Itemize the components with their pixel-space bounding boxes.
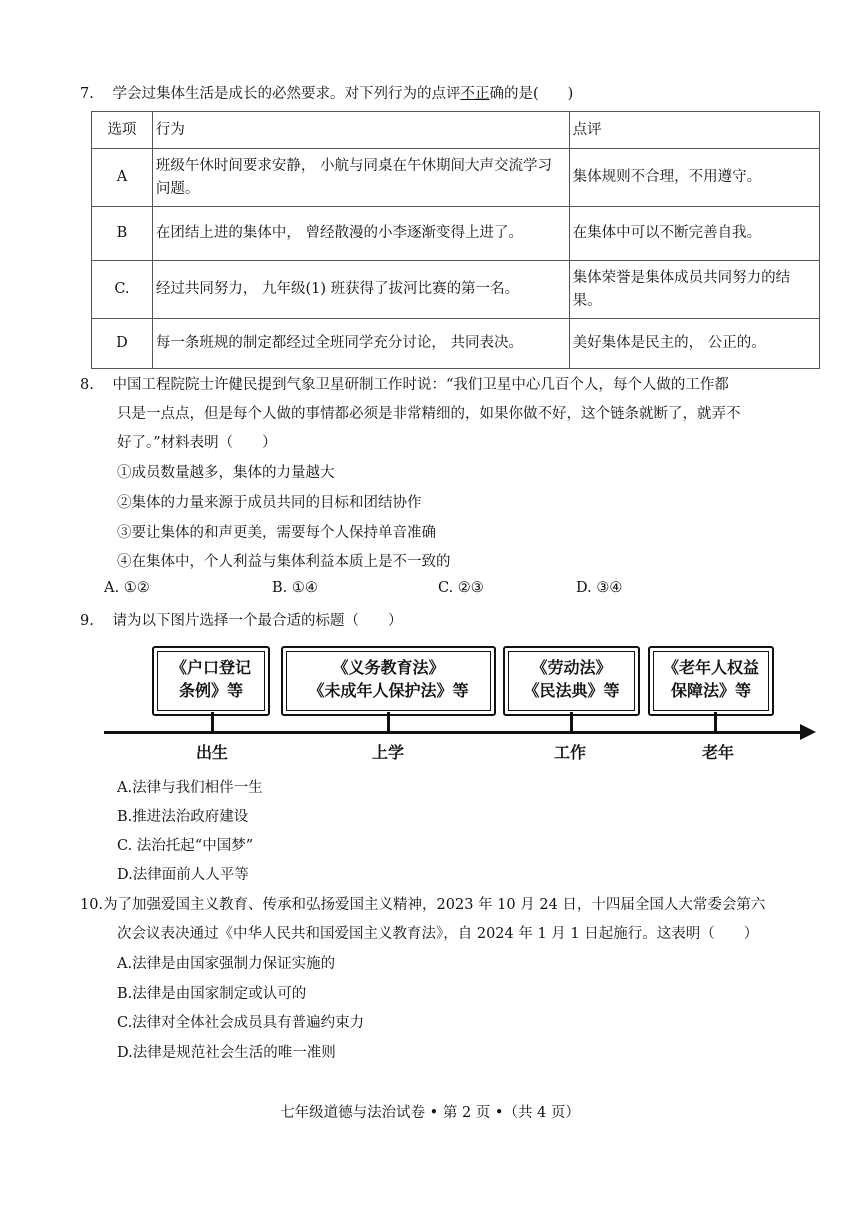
timeline-axis <box>104 731 804 734</box>
option-cell: A <box>92 149 153 207</box>
table-row <box>92 261 820 319</box>
question-8-line: 好了。”材料表明（ ） <box>117 435 277 451</box>
comment-cell: 集体规则不合理，不用遵守。 <box>569 149 819 207</box>
answer-choice: D. ③④ <box>576 580 623 596</box>
law-box-line: 《户口登记 <box>170 658 251 677</box>
option-cell: D <box>92 319 153 369</box>
behavior-cell: 班级午休时间要求安静， 小航与同桌在午休期间大声交流学习问题。 <box>152 149 569 207</box>
comment-cell: 在集体中可以不断完善自我。 <box>569 207 819 261</box>
table-header-row <box>92 112 820 149</box>
comment-cell: 美好集体是民主的， 公正的。 <box>569 319 819 369</box>
answer-option: C. 法治托起“中国梦” <box>117 838 254 854</box>
answer-option: B.推进法治政府建设 <box>117 809 249 825</box>
question-8-line: 只是一点点，但是每个人做的事情都必须是非常精细的，如果你做不好，这个链条就断了，就弄不 <box>117 406 741 422</box>
law-box-line: 《民法典》等 <box>523 681 620 700</box>
question-7-text-end: 确的是( ) <box>489 86 574 102</box>
option-cell: C. <box>92 261 153 319</box>
stage-label: 工作 <box>554 743 587 762</box>
law-box-line: 保障法》等 <box>670 681 751 700</box>
behavior-cell: 经过共同努力， 九年级(1) 班获得了拔河比赛的第一名。 <box>152 261 569 319</box>
question-number: 8. <box>80 377 94 393</box>
law-box <box>648 646 774 716</box>
statement-item: ②集体的力量来源于成员共同的目标和团结协作 <box>117 495 422 511</box>
law-box-line: 条例》等 <box>178 681 243 700</box>
question-10-line: 为了加强爱国主义教育、传承和弘扬爱国主义精神，2023 年 10 月 24 日，十四届全国人大常委会第六 <box>103 897 766 913</box>
law-box <box>281 646 496 716</box>
table-row <box>92 207 820 261</box>
stage-label: 出生 <box>196 743 229 762</box>
behavior-cell: 在团结上进的集体中， 曾经散漫的小李逐渐变得上进了。 <box>152 207 569 261</box>
question-8-stem <box>80 373 729 394</box>
behavior-cell: 每一条班规的制定都经过全班同学充分讨论， 共同表决。 <box>152 319 569 369</box>
stage-label: 上学 <box>372 743 405 762</box>
answer-choice: B. ①④ <box>272 580 318 596</box>
question-10-line: 次会议表决通过《中华人民共和国爱国主义教育法》，自 2024 年 1 月 1 日起施行。这表明（ ） <box>117 926 759 942</box>
law-box-line: 《义务教育法》 <box>332 658 445 677</box>
question-9-stem <box>80 609 402 630</box>
header-cell: 选项 <box>92 112 153 149</box>
law-box <box>503 646 640 716</box>
answer-option: A.法律是由国家强制力保证实施的 <box>117 956 336 972</box>
arrow-right-icon <box>800 724 816 740</box>
statement-item: ①成员数量越多，集体的力量越大 <box>117 465 335 481</box>
law-box-line: 《未成年人保护法》等 <box>308 681 469 700</box>
answer-choice: C. ②③ <box>438 580 484 596</box>
emphasis-underline: 不正 <box>460 86 490 102</box>
answer-option: A.法律与我们相伴一生 <box>117 780 263 796</box>
question-number: 10. <box>80 897 104 913</box>
question-number: 7. <box>80 86 94 102</box>
answer-choice: A. ①② <box>104 580 150 596</box>
question-7-stem <box>80 82 573 103</box>
comment-cell: 集体荣誉是集体成员共同努力的结果。 <box>569 261 819 319</box>
law-box <box>152 646 270 716</box>
stage-label: 老年 <box>702 743 735 762</box>
table-row <box>92 319 820 369</box>
option-cell: B <box>92 207 153 261</box>
answer-option: D.法律是规范社会生活的唯一准则 <box>117 1045 336 1061</box>
statement-item: ③要让集体的和声更美，需要每个人保持单音准确 <box>117 525 436 541</box>
table-row <box>92 149 820 207</box>
law-box-line: 《老年人权益 <box>662 658 759 677</box>
question-8-line: 中国工程院院士许健民提到气象卫星研制工作时说：“我们卫星中心几百个人，每个人做的工作都 <box>112 377 729 393</box>
law-box-line: 《劳动法》 <box>531 658 612 677</box>
header-cell: 行为 <box>152 112 569 149</box>
options-table <box>91 111 820 369</box>
header-cell: 点评 <box>569 112 819 149</box>
life-timeline-figure <box>104 640 820 766</box>
page-footer: 七年级道德与法治试卷 • 第 2 页 •（共 4 页） <box>280 1105 580 1121</box>
question-10-stem <box>80 893 765 914</box>
answer-option: D.法律面前人人平等 <box>117 867 249 883</box>
statement-item: ④在集体中，个人利益与集体利益本质上是不一致的 <box>117 554 451 570</box>
question-number: 9. <box>80 613 94 629</box>
answer-option: C.法律对全体社会成员具有普遍约束力 <box>117 1015 365 1031</box>
answer-option: B.法律是由国家制定或认可的 <box>117 986 307 1002</box>
question-9-text: 请为以下图片选择一个最合适的标题（ ） <box>112 613 403 629</box>
question-7-text: 学会过集体生活是成长的必然要求。对下列行为的点评 <box>112 86 461 102</box>
